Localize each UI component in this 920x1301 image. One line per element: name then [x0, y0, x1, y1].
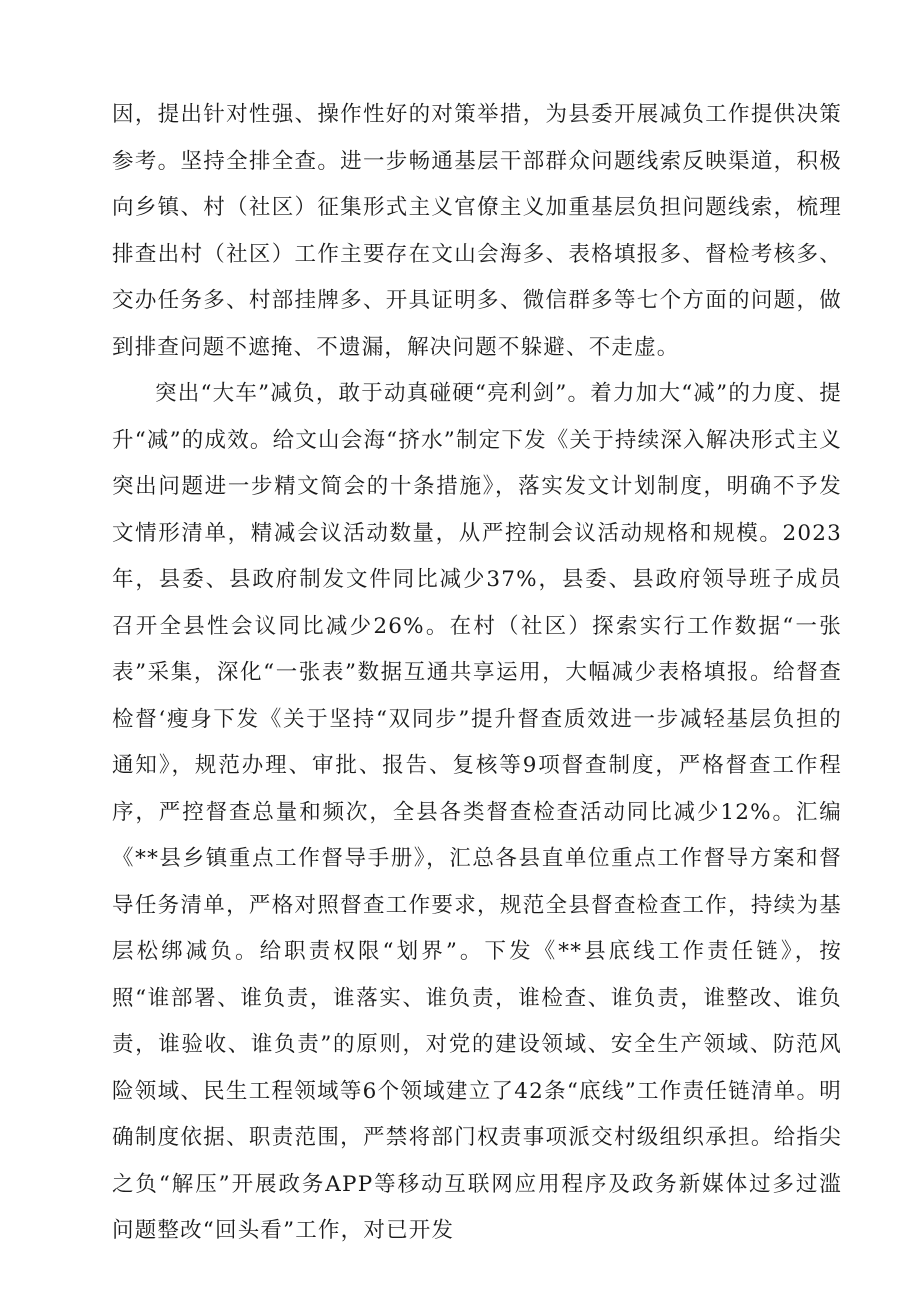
paragraph-1: 因，提出针对性强、操作性好的对策举措，为县委开展减负工作提供决策参考。坚持全排全查。进一步畅通基层干部群众问题线索反映渠道，积极向乡镇、村（社区）征集形式主义官僚主义加重基层负担问题线索，梳理排查出村（社区）工作主要存在文山会海多、表格填报多、督检考核多、交办任务多、村部挂牌多、开具证明多、微信群多等七个方面的问题，做到排查问题不遮掩、不遗漏，解决问题不躲避、不走虚。 — [112, 102, 842, 360]
body-text — [112, 92, 842, 1255]
paragraph-2: 突出“大车”减负，敢于动真碰硬“亮利剑”。着力加大“减”的力度、提升“减”的成效。给文山会海“挤水”制定下发《关于持续深入解决形式主义突出问题进一步精文简会的十条措施》，落实发文计划制度，明确不予发文情形清单，精减会议活动数量，从严控制会议活动规格和规模。2023年，县委、县政府制发文件同比减少37%，县委、县政府领导班子成员召开全县性会议同比减少26%。在村（社区）探索实行工作数据“一张表”采集，深化“一张表”数据互通共享运用，大幅减少表格填报。给督查检督‘瘦身下发《关于坚持“双同步”提升督查质效进一步减轻基层负担的通知》，规范办理、审批、报告、复核等9项督查制度，严格督查工作程序，严控督查总量和频次，全县各类督查检查活动同比减少12%。汇编《**县乡镇重点工作督导手册》，汇总各县直单位重点工作督导方案和督导任务清单，严格对照督查工作要求，规范全县督查检查工作，持续为基层松绑减负。给职责权限“划界”。下发《**县底线工作责任链》，按照“谁部署、谁负责，谁落实、谁负责，谁检查、谁负责，谁整改、谁负责，谁验收、谁负责”的原则，对党的建设领域、安全生产领域、防范风险领域、民生工程领域等6个领域建立了42条“底线”工作责任链清单。明确制度依据、职责范围，严禁将部门权责事项派交村级组织承担。给指尖之负“解压”开展政务APP等移动互联网应用程序及政务新媒体过多过滥问题整改“回头看”工作，对已开发 — [112, 381, 842, 1243]
